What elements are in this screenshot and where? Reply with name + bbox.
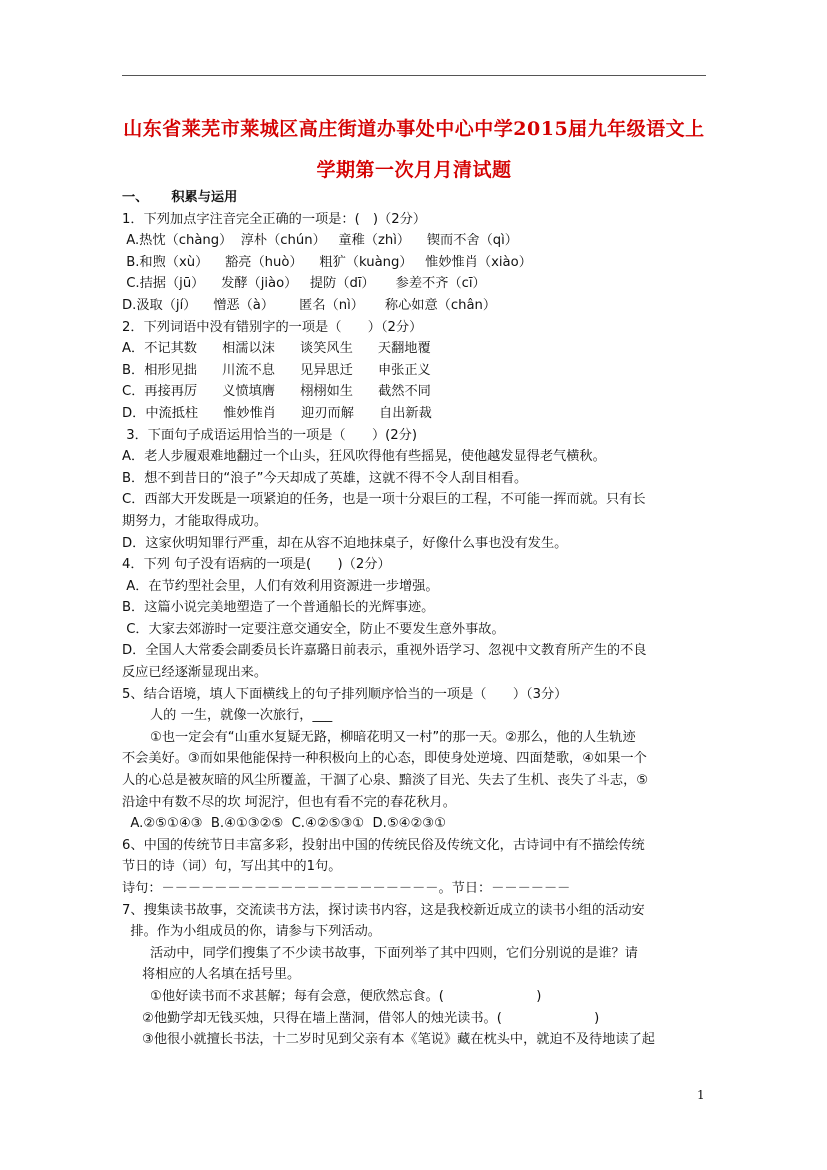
question-6-cont: 节日的诗（词）句，写出其中的1句。 bbox=[122, 859, 342, 875]
q3-option-c: C．西部大开发既是一项紧迫的任务，也是一项十分艰巨的工程，不可能一挥而就。只有长 bbox=[122, 492, 646, 508]
question-2: 2．下列词语中没有错别字的一项是（ ）（2分） bbox=[122, 319, 423, 335]
q5-passage-1: ①也一定会有“山重水复疑无路，柳暗花明又一村”的那一天。②那么，他的人生轨迹 bbox=[150, 729, 636, 745]
q5-passage-4: 沿途中有数不尽的坎 坷泥泞，但也有看不完的春花秋月。 bbox=[122, 794, 456, 810]
q3-option-d: D．这家伙明知罪行严重，却在从容不迫地抹桌子，好像什么事也没有发生。 bbox=[122, 535, 568, 551]
q4-option-d-cont: 反应已经逐渐显现出来。 bbox=[122, 665, 268, 681]
q7-story-3: ③他很小就擅长书法，十二岁时见到父亲有本《笔说》藏在枕头中，就迫不及待地读了起 bbox=[142, 1032, 655, 1048]
question-6: 6、中国的传统节日丰富多彩，投射出中国的传统民俗及传统文化，古诗词中有不描绘传统 bbox=[122, 837, 645, 853]
q1-option-b: B.和煦（xù） 豁亮（huò） 粗犷（kuàng） 惟妙惟肖（xiào） bbox=[122, 254, 532, 270]
question-7-cont: 排。作为小组成员的你，请参与下列活动。 bbox=[122, 924, 381, 940]
document-title-line-2: 学期第一次月月清试题 bbox=[316, 159, 512, 181]
q3-option-a: A．老人步履艰难地翻过一个山头，狂风吹得他有些摇晃，使他越发显得老气横秋。 bbox=[122, 449, 606, 465]
q4-option-a: A．在节约型社会里，人们有效利用资源进一步增强。 bbox=[122, 578, 439, 594]
q5-passage-2: 不会美好。③而如果他能保持一种积极向上的心态，即使身处逆境、四面楚歌，④如果一个 bbox=[122, 751, 647, 767]
q1-option-c: C.拮据（jū） 发酵（jiào） 提防（dī） 参差不齐（cī） bbox=[122, 276, 486, 292]
document-title-line-1: 山东省莱芜市莱城区高庄街道办事处中心中学2015届九年级语文上 bbox=[123, 118, 705, 140]
q2-option-d: D．中流抵柱 惟妙惟肖 迎刃而解 自出新裁 bbox=[122, 405, 432, 421]
q2-option-b: B．相形见拙 川流不息 见异思迁 申张正义 bbox=[122, 362, 431, 378]
q1-option-d: D.汲取（jí） 憎恶（à） 匿名（nì） 称心如意（chân） bbox=[122, 297, 497, 313]
q2-option-c: C．再接再厉 义愤填膺 栩栩如生 截然不同 bbox=[122, 384, 431, 400]
document-body bbox=[122, 187, 712, 1051]
q5-options: A.②⑤①④③ B.④①③②⑤ C.④②⑤③① D.⑤④②③① bbox=[122, 816, 446, 832]
q7-activity-cont: 将相应的人名填在括号里。 bbox=[142, 967, 301, 983]
q6-answer-blanks: 诗句：－－－－－－－－－－－－－－－－－－－－－。节日：－－－－－－ bbox=[122, 881, 571, 896]
q4-option-c: C．大家去郊游时一定要注意交通安全，防止不要发生意外事故。 bbox=[122, 621, 505, 637]
page-number: 1 bbox=[697, 1088, 705, 1102]
q7-activity: 活动中，同学们搜集了不少读书故事，下面列举了其中四则，它们分别说的是谁？请 bbox=[150, 945, 638, 961]
question-1: 1．下列加点字注音完全正确的一项是：( )（2分） bbox=[122, 211, 427, 227]
q3-option-b: B．想不到昔日的“浪子”今天却成了英雄，这就不得不令人刮目相看。 bbox=[122, 470, 528, 486]
q1-option-a: A.热忱（chàng） 淳朴（chún） 童稚（zhì） 锲而不舍（qì） bbox=[122, 233, 518, 249]
q7-story-1: ①他好读书而不求甚解；每有会意，便欣然忘食。( ) bbox=[150, 988, 542, 1004]
q2-option-a: A．不记其数 相濡以沫 谈笑风生 天翻地覆 bbox=[122, 341, 431, 357]
q3-option-c-cont: 期努力，才能取得成功。 bbox=[122, 513, 268, 529]
q5-stem: 人的 一生，就像一次旅行，___ bbox=[150, 708, 333, 724]
question-5: 5、结合语境，填人下面横线上的句子排列顺序恰当的一项是（ ）（3分） bbox=[122, 686, 568, 702]
question-4: 4．下列 句子没有语病的一项是( )（2分） bbox=[122, 557, 391, 573]
section-heading: 一、 积累与运用 bbox=[122, 190, 238, 205]
question-3: 3．下面句子成语运用恰当的一项是（ ）(2分) bbox=[122, 427, 418, 443]
q7-story-2: ②他勤学却无钱买烛，只得在墙上凿洞，借邻人的烛光读书。( ) bbox=[142, 1010, 600, 1026]
q5-passage-3: 人的心总是被灰暗的风尘所覆盖，干涸了心泉、黯淡了目光、失去了生机、丧失了斗志，⑤ bbox=[122, 773, 649, 789]
q4-option-b: B．这篇小说完美地塑造了一个普通船长的光辉事迹。 bbox=[122, 600, 435, 616]
q4-option-d: D．全国人大常委会副委员长许嘉璐日前表示，重视外语学习、忽视中文教育所产生的不良 bbox=[122, 643, 647, 659]
question-7: 7、搜集读书故事，交流读书方法，探讨读书内容，这是我校新近成立的读书小组的活动安 bbox=[122, 902, 645, 918]
header-rule bbox=[122, 75, 706, 76]
